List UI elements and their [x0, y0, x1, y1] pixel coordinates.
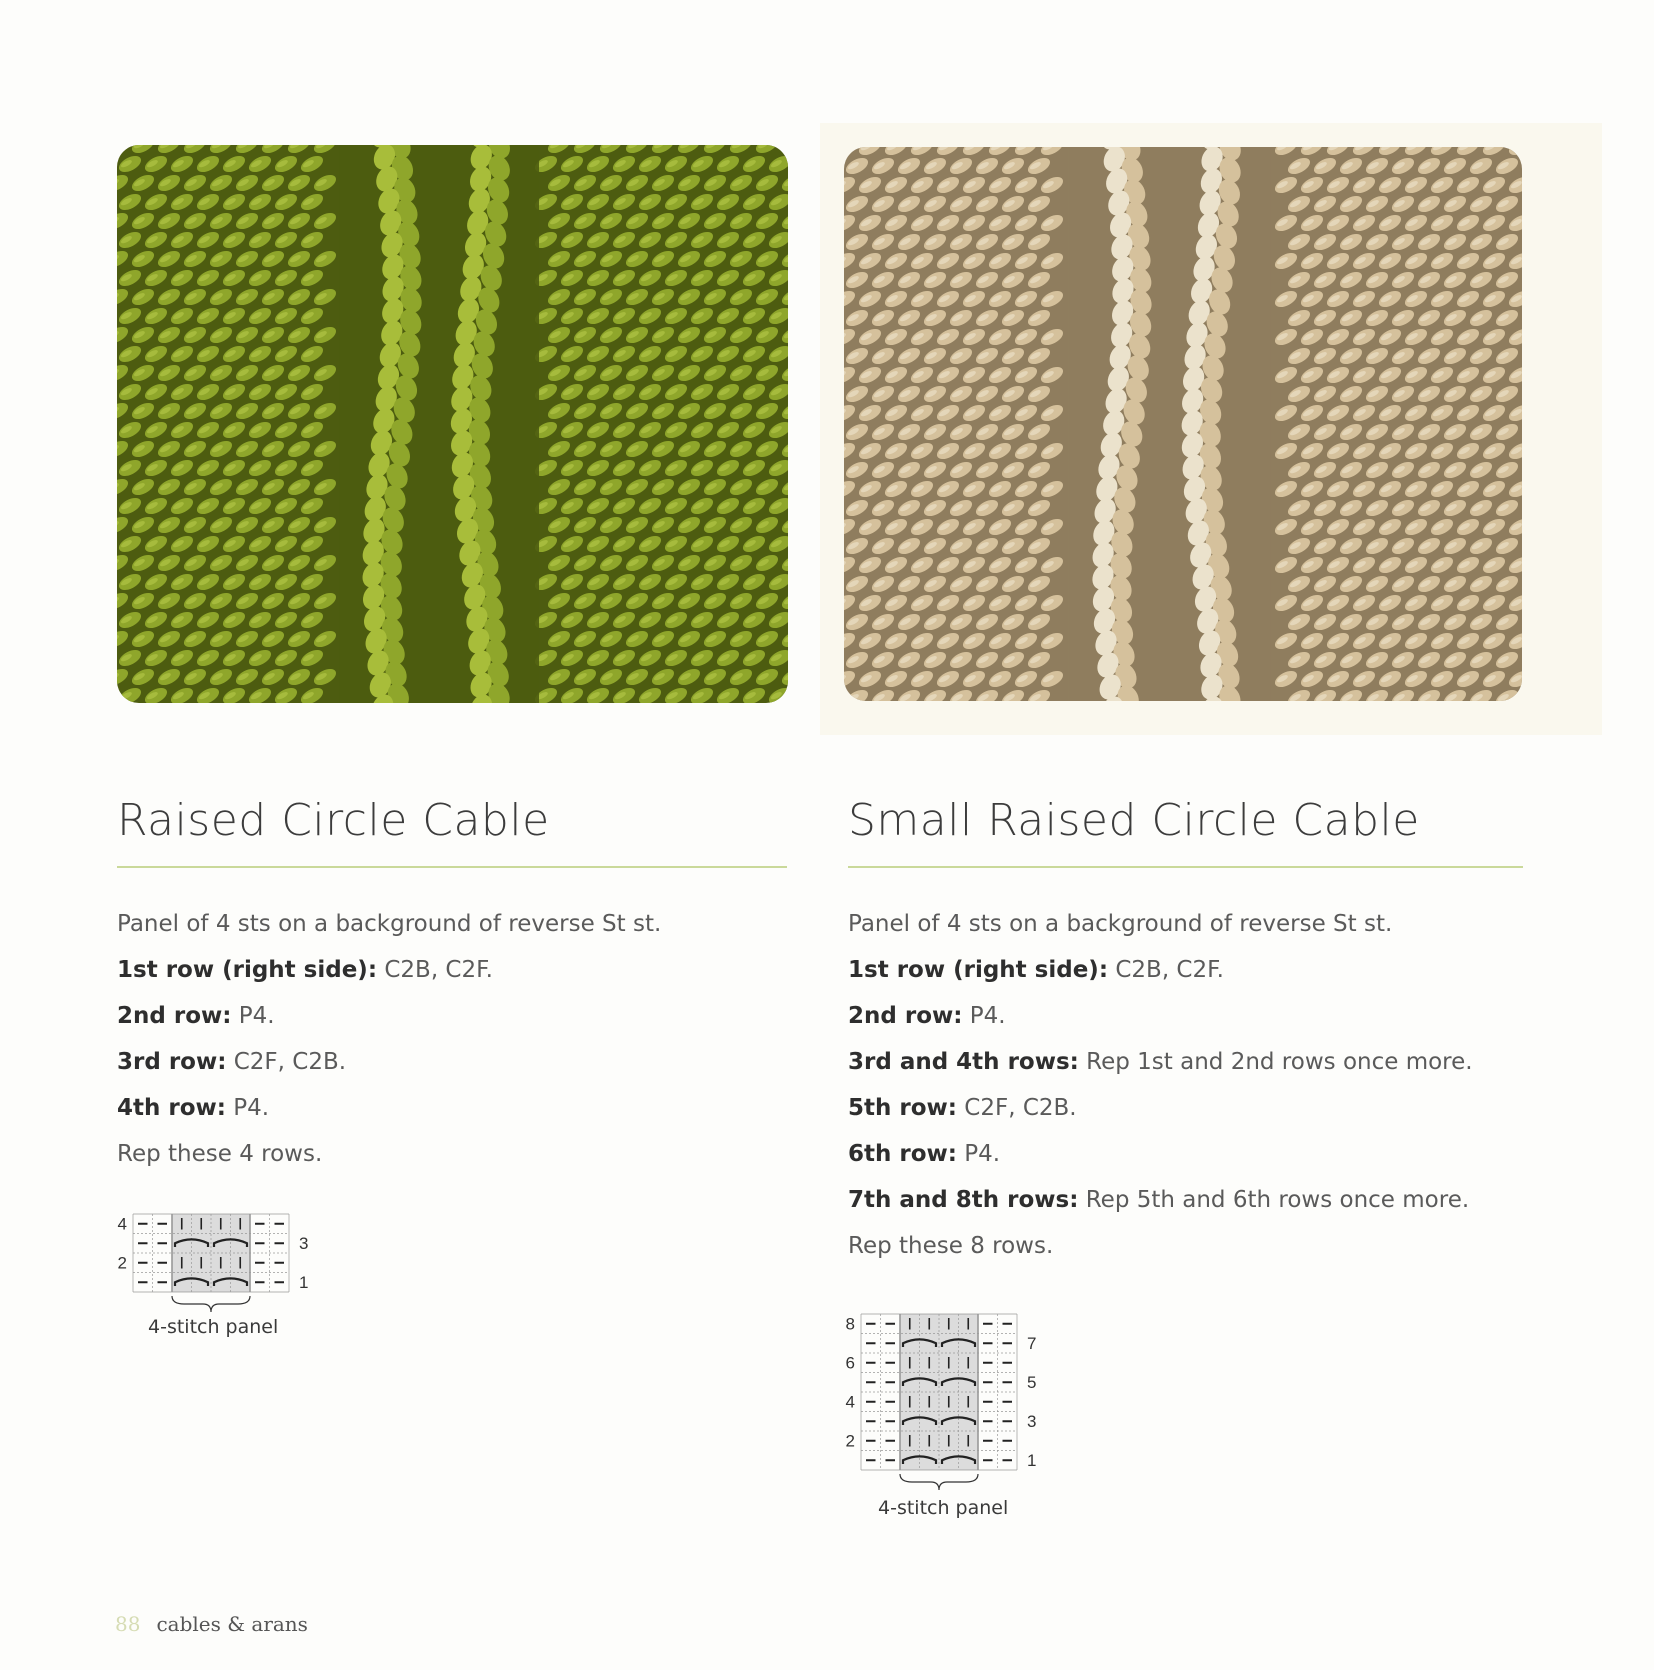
- row-number-left: 4: [845, 1392, 855, 1412]
- instruction-text: Rep 5th and 6th rows once more.: [1078, 1187, 1470, 1213]
- instruction-text: C2F, C2B.: [226, 1049, 347, 1075]
- page-number: 88: [115, 1612, 141, 1636]
- instruction-row-label: 3rd row:: [117, 1049, 227, 1075]
- row-number-right: 5: [1027, 1373, 1037, 1393]
- instruction-row-label: 7th and 8th rows:: [848, 1187, 1079, 1213]
- row-number-left: 2: [117, 1253, 127, 1273]
- instruction-line: [117, 901, 661, 947]
- chart-caption-left: 4-stitch panel: [148, 1316, 279, 1338]
- instruction-line: [117, 1085, 661, 1131]
- title-rule-right: [848, 866, 1523, 868]
- pattern-title-right: Small Raised Circle Cable: [848, 795, 1420, 846]
- instruction-row-label: 1st row (right side):: [848, 957, 1109, 983]
- instruction-text: C2B, C2F.: [377, 957, 493, 983]
- row-number-left: 2: [845, 1431, 855, 1451]
- section-name: cables & arans: [156, 1612, 308, 1636]
- instruction-text: C2B, C2F.: [1108, 957, 1224, 983]
- pattern-title-left: Raised Circle Cable: [117, 795, 550, 846]
- instruction-text: P4.: [225, 1095, 270, 1121]
- title-rule-left: [117, 866, 787, 868]
- instruction-text: Panel of 4 sts on a background of reverse St st.: [848, 911, 1393, 937]
- instruction-text: Rep 1st and 2nd rows once more.: [1078, 1049, 1473, 1075]
- row-number-right: 1: [299, 1273, 309, 1293]
- instruction-line: [848, 1177, 1473, 1223]
- row-number-right: 3: [1027, 1412, 1037, 1432]
- instruction-line: [848, 1223, 1473, 1269]
- chart-caption-right: 4-stitch panel: [878, 1497, 1009, 1519]
- instruction-text: C2F, C2B.: [956, 1095, 1077, 1121]
- row-number-left: 6: [845, 1353, 855, 1373]
- page-footer: [115, 1612, 308, 1636]
- swatch-photo-small-raised-circle-cable: [844, 147, 1522, 701]
- instruction-text: Panel of 4 sts on a background of reverse St st.: [117, 911, 662, 937]
- instruction-line: [848, 947, 1473, 993]
- instruction-text: Rep these 8 rows.: [848, 1233, 1054, 1259]
- instruction-row-label: 5th row:: [848, 1095, 957, 1121]
- instruction-row-label: 2nd row:: [117, 1003, 232, 1029]
- instruction-row-label: 6th row:: [848, 1141, 957, 1167]
- row-number-left: 4: [117, 1214, 127, 1234]
- instructions-right: [848, 901, 1473, 1269]
- instruction-row-label: 3rd and 4th rows:: [848, 1049, 1079, 1075]
- instruction-line: [848, 1039, 1473, 1085]
- row-number-right: 1: [1027, 1451, 1037, 1471]
- instruction-text: P4.: [956, 1141, 1001, 1167]
- instruction-text: P4.: [231, 1003, 275, 1029]
- instruction-line: [848, 1131, 1473, 1177]
- instructions-left: [117, 901, 661, 1177]
- instruction-row-label: 2nd row:: [848, 1003, 963, 1029]
- swatch-photo-raised-circle-cable: [117, 145, 788, 703]
- instruction-text: P4.: [962, 1003, 1006, 1029]
- instruction-line: [848, 993, 1473, 1039]
- instruction-text: Rep these 4 rows.: [117, 1141, 323, 1167]
- stitch-chart-right: [843, 1310, 1043, 1510]
- instruction-line: [848, 901, 1473, 947]
- instruction-line: [117, 993, 661, 1039]
- instruction-row-label: 4th row:: [117, 1095, 226, 1121]
- instruction-line: [848, 1085, 1473, 1131]
- instruction-line: [117, 1131, 661, 1177]
- instruction-row-label: 1st row (right side):: [117, 957, 378, 983]
- instruction-line: [117, 1039, 661, 1085]
- row-number-right: 7: [1027, 1334, 1037, 1354]
- row-number-right: 3: [299, 1234, 309, 1254]
- row-number-left: 8: [845, 1314, 855, 1334]
- instruction-line: [117, 947, 661, 993]
